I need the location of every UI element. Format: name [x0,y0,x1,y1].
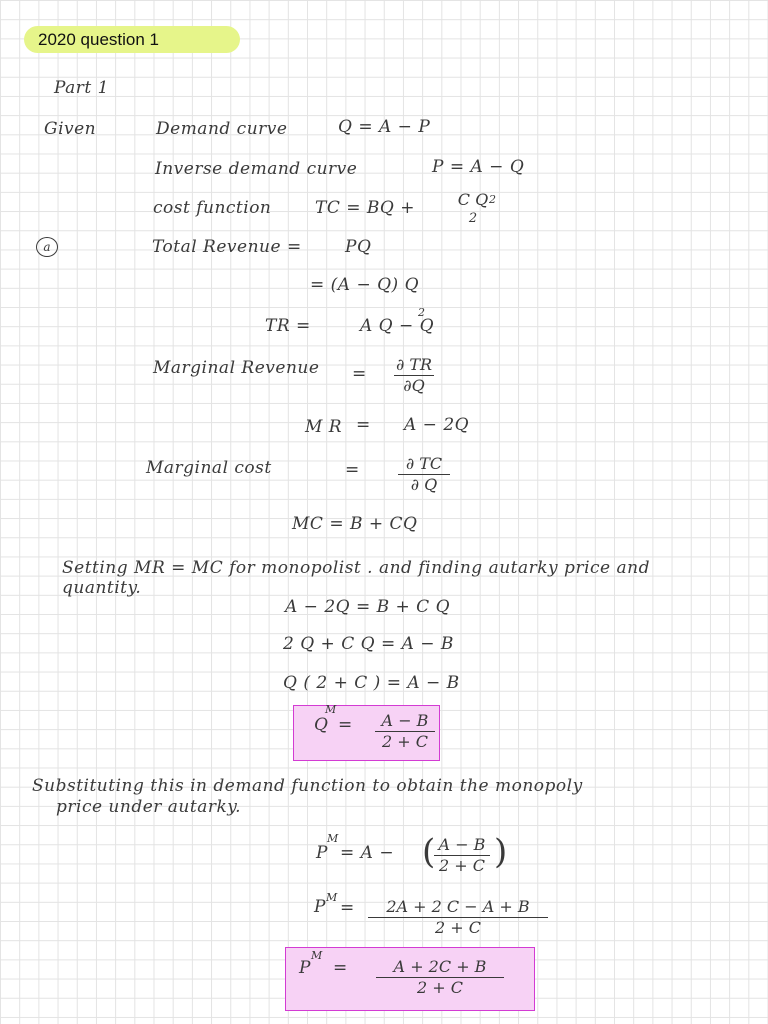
pm2-eq: = [340,898,355,918]
mr-fraction [394,356,434,395]
pm3-fraction [376,958,504,997]
mc-definition: MC = B + CQ [292,514,418,534]
setting-eq-3: Q ( 2 + C ) = A − B [283,673,460,693]
qm-fraction-denominator: 2 + C [382,732,428,751]
pm3-fraction-denominator: 2 + C [417,978,463,997]
cost-fraction-superscript: 2 [489,193,496,206]
total-revenue-eq2: = (A − Q) Q [310,275,420,295]
pm1-open-paren: ( [422,832,436,872]
pm3-left: P [299,958,311,978]
pm1-close-paren: ) [494,832,508,872]
pm2-fraction-numerator: 2A + 2 C − A + B [386,897,530,916]
pm2-fraction-denominator: 2 + C [435,918,481,937]
demand-text: Demand curve [156,119,288,139]
marginal-revenue-eq: = [352,364,367,384]
setting-eq-1: A − 2Q = B + C Q [285,597,451,617]
inverse-demand-text: Inverse demand curve [155,159,358,179]
setting-line-1: Setting MR = MC for monopolist . and finding autarky price and [62,558,650,578]
part-label: Part 1 [54,78,109,98]
pm1-superscript: M [327,832,339,845]
mr-fraction-numerator: ∂ TR [395,355,433,374]
cost-fraction [452,191,494,228]
qm-equals: = [338,715,353,735]
total-revenue-eq1: PQ [345,237,372,257]
page-title: 2020 question 1 [38,30,159,49]
total-revenue-label: Total Revenue = [152,237,302,257]
cost-fraction-numerator: C Q [457,190,489,209]
mc-fraction [398,455,450,494]
qm-superscript: M [325,703,337,716]
inverse-demand-equation: P = A − Q [432,157,525,177]
pm2-left: P [314,897,326,917]
pm1-fraction-denominator: 2 + C [439,856,485,875]
tr-left: TR = [265,316,311,336]
pm1-fraction [434,836,490,875]
pm3-superscript: M [311,949,323,962]
marginal-cost-eq: = [345,460,360,480]
tr-superscript: 2 [418,306,425,319]
pm3-fraction-numerator: A + 2C + B [393,957,487,976]
cost-equation-left: TC = BQ + [315,198,415,218]
pm1-fraction-numerator: A − B [438,835,486,854]
qm-left: Q [314,715,329,735]
mc-fraction-numerator: ∂ TC [405,454,443,473]
tr-right: A Q − Q [360,316,435,336]
pm1-left: P [316,843,328,863]
pm1-eq: = A − [340,843,395,863]
mr-def-eq: = [356,415,371,435]
pm2-superscript: M [326,891,338,904]
demand-equation: Q = A − P [338,117,431,137]
pm3-eq: = [333,958,348,978]
setting-eq-2: 2 Q + C Q = A − B [283,634,454,654]
marginal-revenue-label: Marginal Revenue [153,358,320,378]
mr-fraction-denominator: ∂Q [403,376,425,395]
given-label: Given [44,119,97,139]
qm-fraction [375,712,435,751]
substituting-line-1: Substituting this in demand function to obtain the monopoly [32,776,583,796]
marginal-cost-label: Marginal cost [146,458,272,478]
substituting-line-2: price under autarky. [56,797,242,817]
setting-line-2: quantity. [62,578,142,598]
cost-fraction-denominator: 2 [468,211,478,226]
mr-def-right: A − 2Q [404,415,470,435]
cost-function-text: cost function [153,198,272,218]
mr-def-left: M R [305,417,343,437]
mc-fraction-denominator: ∂ Q [410,475,438,494]
pm2-fraction [368,898,548,937]
part-a-marker: a [36,237,58,257]
qm-fraction-numerator: A − B [381,711,429,730]
